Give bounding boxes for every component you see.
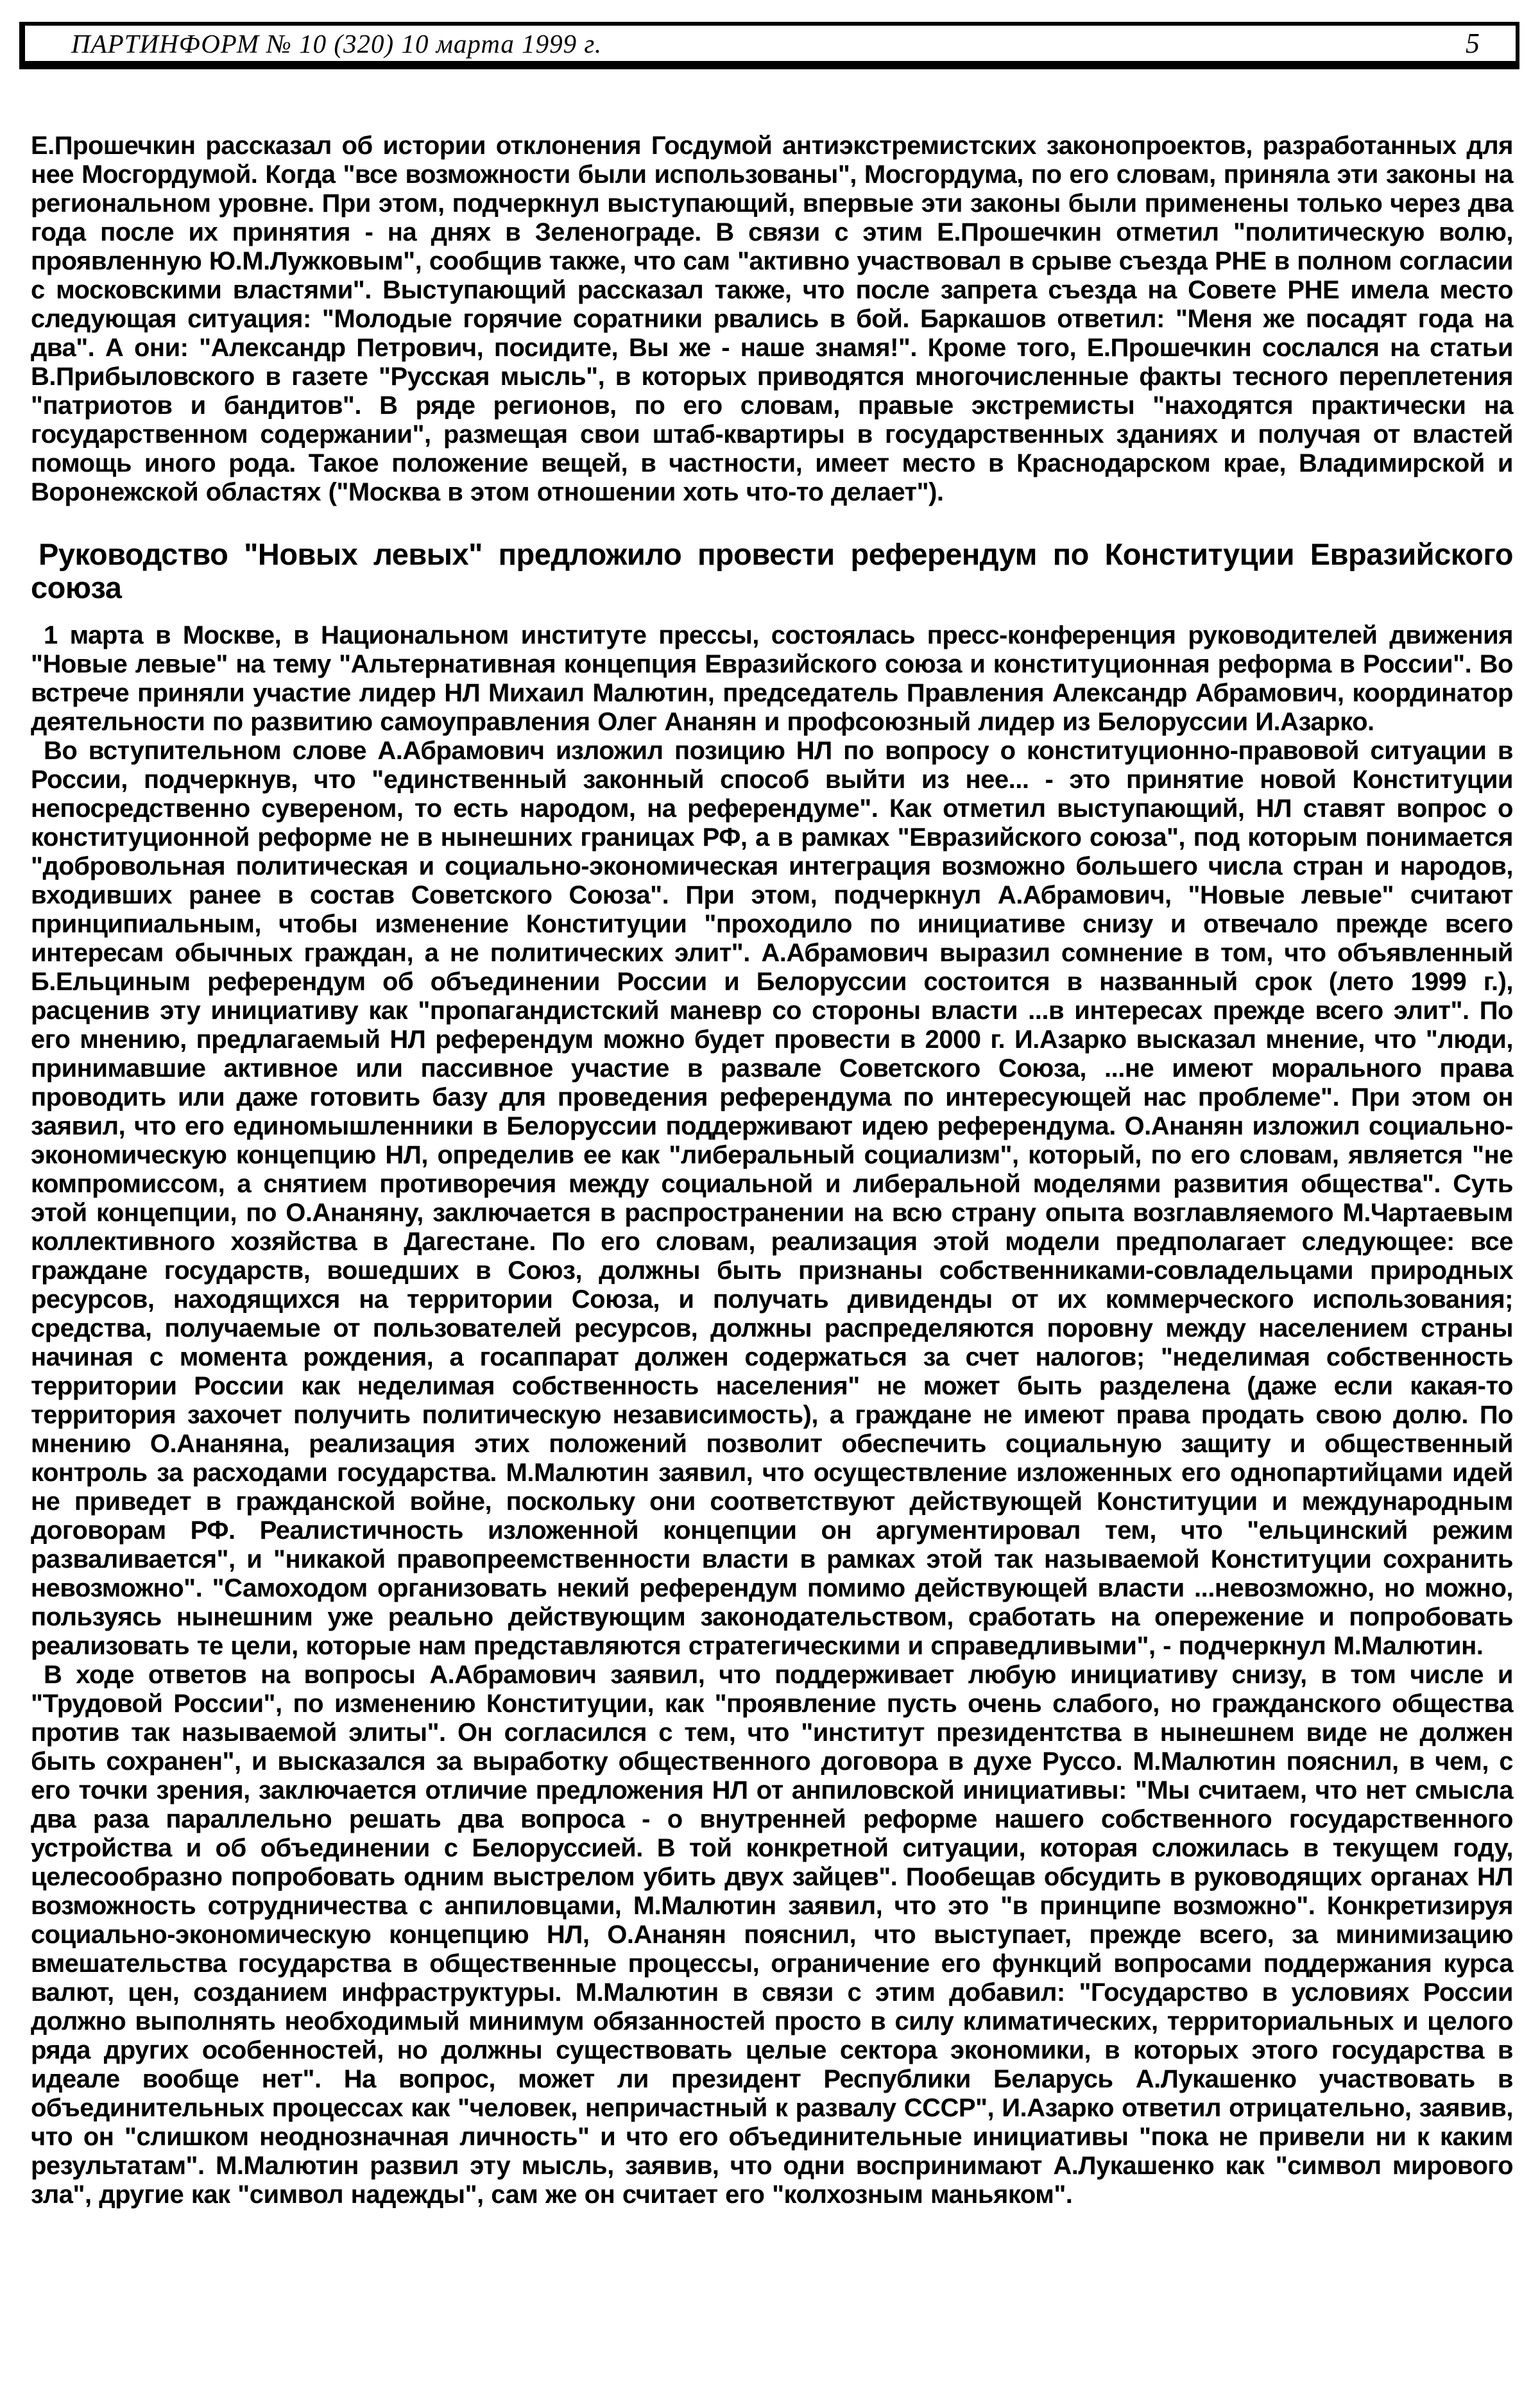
paragraph-lead: Е.Прошечкин рассказал об истории отклонения Госдумой антиэкстремистских законопроектов, разработанных для нее Мосгордумой. Когда "все возможности были использованы", Мосгордума, по его словам, приняла эти законы на региональном уровне. При этом, подчеркнул выступающий, впервые эти законы были применены только через два года после их принятия - на днях в Зеленограде. В связи с этим Е.Прошечкин отметил "политическую волю, проявленную Ю.М.Лужковым", сообщив также, что сам "активно участвовал в срыве съезда РНЕ в полном согласии с московскими властями". Выступающий рассказал также, что после запрета съезда на Совете РНЕ имела место следующая ситуация: "Молодые горячие соратники рвались в бой. Баркашов ответил: "Меня же посадят года на два". А они: "Александр Петрович, посидите, Вы же - наше знамя!". Кроме того, Е.Прошечкин сослался на статьи В.Прибыловского в газете "Русская мысль", в которых приводятся многочисленные факты тесного переплетения "патриотов и бандитов". В ряде регионов, по его словам, правые экстремисты "находятся практически на государственном содержании", размещая свои штаб-квартиры в государственных зданиях и получая от властей помощь иного рода. Такое положение вещей, в частности, имеет место в Краснодарском крае, Владимирской и Воронежской областях ("Москва в этом отношении хоть что-то делает"). <box>31 132 1513 506</box>
newsletter-masthead: ПАРТИНФОРМ № 10 (320) 10 марта 1999 г. <box>71 28 603 58</box>
paragraph-questions: В ходе ответов на вопросы А.Абрамович заявил, что поддерживает любую инициативу снизу, в том числе и "Трудовой России", по изменению Конституции, как "проявление пусть очень слабого, но гражданского общества против так называемой элиты". Он согласился с тем, что "институт президентства в нынешнем виде не должен быть сохранен", и высказался за выработку общественного договора в духе Руссо. М.Малютин пояснил, в чем, с его точки зрения, заключается отличие предложения НЛ от анпиловской инициативы: "Мы считаем, что нет смысла два раза параллельно решать два вопроса - о внутренней реформе нашего собственного государственного устройства и об объединении с Белоруссией. В той конкретной ситуации, которая сложилась в текущем году, целесообразно попробовать одним выстрелом убить двух зайцев". Пообещав обсудить в руководящих органах НЛ возможность сотрудничества с анпиловцами, М.Малютин заявил, что это "в принципе возможно". Конкретизируя социально-экономическую концепцию НЛ, О.Ананян пояснил, что выступает, прежде всего, за минимизацию вмешательства государства в общественные процессы, ограничение его функций вопросами поддержания курса валют, цен, созданием инфраструктуры. М.Малютин в связи с этим добавил: "Государство в условиях России должно выполнять необходимый минимум обязанностей просто в силу климатических, территориальных и целого ряда других особенностей, но должны существовать целые сектора экономики, в которых этого государства в идеале вообще нет". На вопрос, может ли президент Республики Беларусь А.Лукашенко участвовать в объединительных процессах как "человек, непричастный к развалу СССР", И.Азарко ответил отрицательно, заявив, что он "слишком неоднозначная личность" и что его объединительные инициативы "пока не привели ни к каким результатам". М.Малютин развил эту мысль, заявив, что одни воспринимают А.Лукашенко как "символ мирового зла", другие как "символ надежды", сам же он считает его "колхозным маньяком". <box>31 1661 1513 2209</box>
section-heading: Руководство "Новых левых" предложило провести референдум по Конституции Евразийского союза <box>31 537 1513 604</box>
page-number: 5 <box>1466 28 1480 59</box>
page-header <box>19 22 1519 69</box>
paragraph-speeches: Во вступительном слове А.Абрамович изложил позицию НЛ по вопросу о конституционно-правовой ситуации в России, подчеркнув, что "единственный законный способ выйти из нее... - это принятие новой Конституции непосредственно сувереном, то есть народом, на референдуме". Как отметил выступающий, НЛ ставят вопрос о конституционной реформе не в нынешних границах РФ, а в рамках "Евразийского союза", под которым понимается "добровольная политическая и социально-экономическая интеграция возможно большего числа стран и народов, входивших ранее в состав Советского Союза". При этом, подчеркнул А.Абрамович, "Новые левые" считают принципиальным, чтобы изменение Конституции "проходило по инициативе снизу и отвечало прежде всего интересам обычных граждан, а не политических элит". А.Абрамович выразил сомнение в том, что объявленный Б.Ельциным референдум об объединении России и Белоруссии состоится в названный срок (лето 1999 г.), расценив эту инициативу как "пропагандистский маневр со стороны власти ...в интересах прежде всего элит". По его мнению, предлагаемый НЛ референдум можно будет провести в 2000 г. И.Азарко высказал мнение, что "люди, принимавшие активное или пассивное участие в развале Советского Союза, ...не имеют морального права проводить или даже готовить базу для проведения референдума по интересующей нас проблеме". При этом он заявил, что его единомышленники в Белоруссии поддерживают идею референдума. О.Ананян изложил социально-экономическую концепцию НЛ, определив ее как "либеральный социализм", который, по его словам, является "не компромиссом, а снятием противоречия между социальной и либеральной моделями развития общества". Суть этой концепции, по О.Ананяну, заключается в распространении на всю страну опыта возглавляемого М.Чартаевым коллективного хозяйства в Дагестане. По его словам, реализация этой модели предполагает следующее: все граждане государств, вошедших в Союз, должны быть признаны собственниками-совладельцами природных ресурсов, находящихся на территории Союза, и получать дивиденды от их коммерческого использования; средства, получаемые от пользователей ресурсов, должны распределяются поровну между населением страны начиная с момента рождения, а госаппарат должен содержаться за счет налогов; "неделимая собственность территории России как неделимая собственность населения" не может быть разделена (даже если какая-то территория захочет получить политическую независимость), а граждане не имеют права продать свою долю. По мнению О.Ананяна, реализация этих положений позволит обеспечить социальную защиту и общественный контроль за расходами государства. М.Малютин заявил, что осуществление изложенных его однопартийцами идей не приведет в гражданской войне, поскольку они соответствуют действующей Конституции и международным договорам РФ. Реалистичность изложенной концепции он аргументировал тем, что "ельцинский режим разваливается", и "никакой правопреемственности власти в рамках этой так называемой Конституции сохранить невозможно". "Самоходом организовать некий референдум помимо действующей власти ...невозможно, но можно, пользуясь нынешним уже реально действующим законодательством, сработать на опережение и попробовать реализовать те цели, которые нам представляются стратегическими и справедливыми", - подчеркнул М.Малютин. <box>31 737 1513 1660</box>
paragraph-press-conference: 1 марта в Москве, в Национальном институте прессы, состоялась пресс-конференция руководителей движения "Новые левые" на тему "Альтернативная концепция Евразийского союза и конституционная реформа в России". Во встрече приняли участие лидер НЛ Михаил Малютин, председатель Правления Александр Абрамович, координатор деятельности по развитию самоуправления Олег Ананян и профсоюзный лидер из Белоруссии И.Азарко. <box>31 621 1513 736</box>
article-body <box>31 132 1513 2209</box>
